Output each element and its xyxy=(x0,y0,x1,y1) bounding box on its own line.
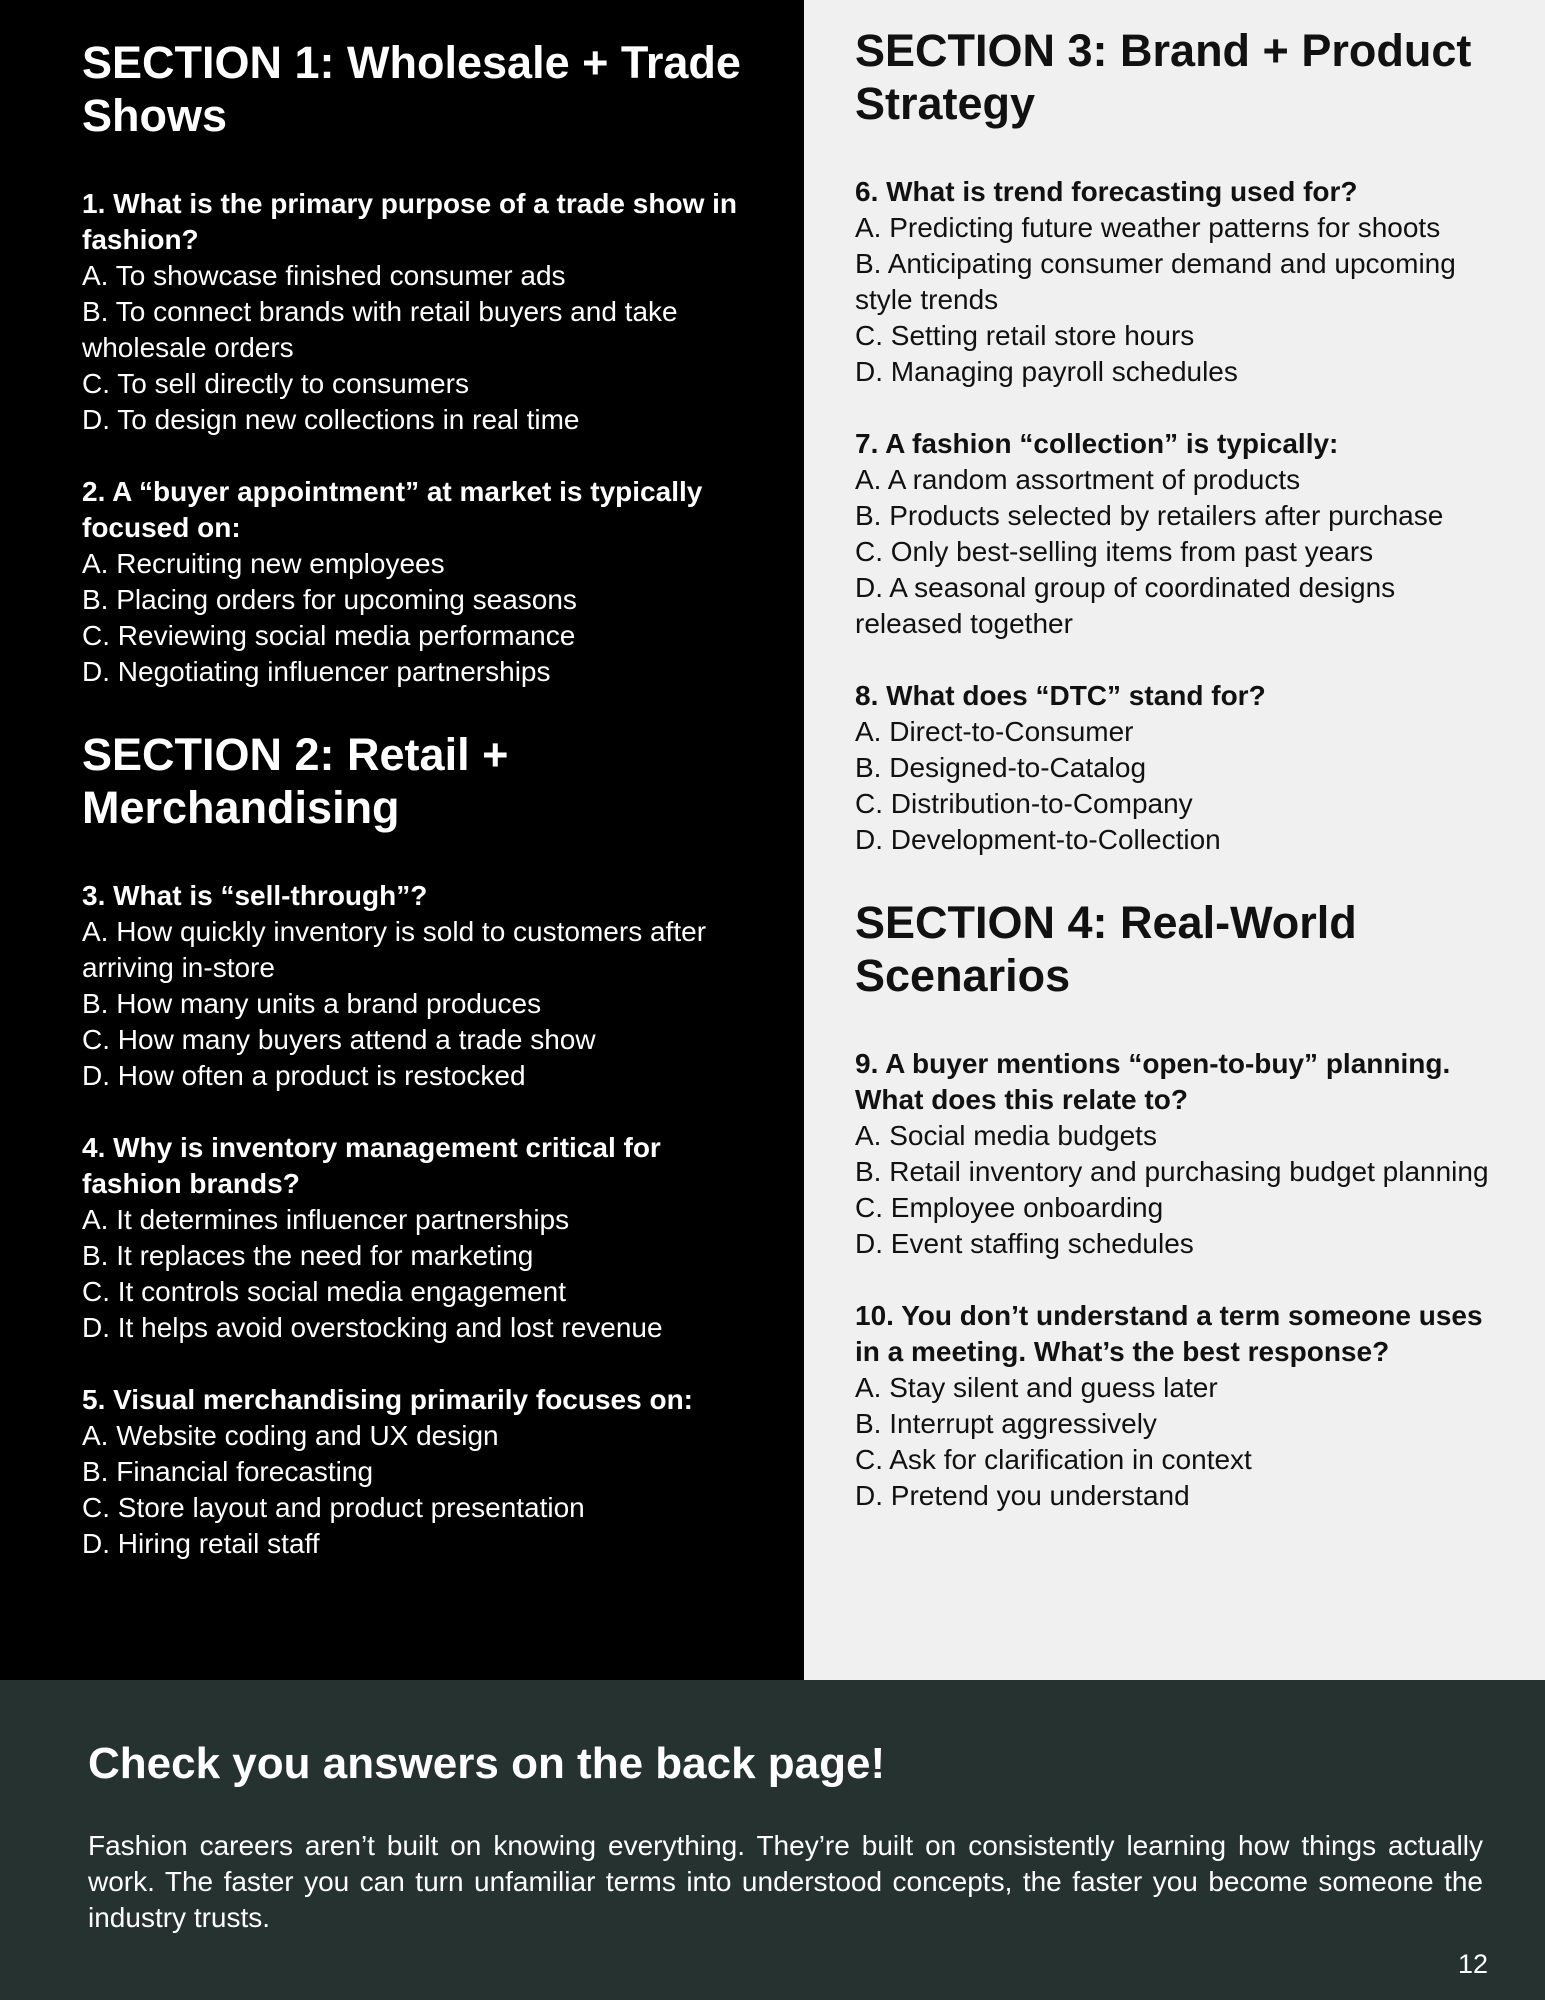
question-4 xyxy=(82,1130,764,1346)
question-1-option-c: C. To sell directly to consumers xyxy=(82,368,469,399)
page-number: 12 xyxy=(1457,1949,1488,1979)
question-10-option-c: C. Ask for clarification in context xyxy=(855,1444,1252,1475)
footer-title: Check you answers on the back page! xyxy=(88,1739,886,1788)
footer-banner xyxy=(0,1680,1545,2000)
question-5-text: 5. Visual merchandising primarily focuses on: xyxy=(82,1384,694,1415)
question-7-option-a: A. A random assortment of products xyxy=(855,464,1301,495)
question-3-option-c: C. How many buyers attend a trade show xyxy=(82,1024,596,1055)
question-6-option-d: D. Managing payroll schedules xyxy=(855,356,1238,387)
question-9-text: 9. A buyer mentions “open-to-buy” planning. What does this relate to? xyxy=(855,1048,1451,1115)
question-4-option-c: C. It controls social media engagement xyxy=(82,1276,567,1307)
question-7-text: 7. A fashion “collection” is typically: xyxy=(855,428,1339,459)
question-10-text: 10. You don’t understand a term someone uses in a meeting. What’s the best response? xyxy=(855,1300,1483,1367)
question-8-option-b: B. Designed-to-Catalog xyxy=(855,752,1147,783)
question-4-text: 4. Why is inventory management critical for fashion brands? xyxy=(82,1132,661,1199)
question-2-text: 2. A “buyer appointment” at market is typically focused on: xyxy=(82,476,703,543)
right-column xyxy=(804,0,1545,1680)
question-2-option-d: D. Negotiating influencer partnerships xyxy=(82,656,551,687)
question-8-text: 8. What does “DTC” stand for? xyxy=(855,680,1266,711)
question-7-option-c: C. Only best-selling items from past years xyxy=(855,536,1374,567)
question-6 xyxy=(855,174,1505,390)
question-2 xyxy=(82,474,764,690)
question-9-option-d: D. Event staffing schedules xyxy=(855,1228,1194,1259)
question-8-option-d: D. Development-to-Collection xyxy=(855,824,1221,855)
question-8-option-c: C. Distribution-to-Company xyxy=(855,788,1193,819)
question-1 xyxy=(82,186,764,438)
section-2-title: SECTION 2: Retail + Merchandising xyxy=(82,729,509,833)
question-3-option-d: D. How often a product is restocked xyxy=(82,1060,526,1091)
question-10-option-a: A. Stay silent and guess later xyxy=(855,1372,1218,1403)
question-2-option-c: C. Reviewing social media performance xyxy=(82,620,576,651)
question-6-option-a: A. Predicting future weather patterns for shoots xyxy=(855,212,1441,243)
question-7-option-b: B. Products selected by retailers after purchase xyxy=(855,500,1444,531)
question-5-option-a: A. Website coding and UX design xyxy=(82,1420,499,1451)
question-5-option-c: C. Store layout and product presentation xyxy=(82,1492,585,1523)
question-3 xyxy=(82,878,764,1094)
question-9-option-a: A. Social media budgets xyxy=(855,1120,1157,1151)
question-2-option-a: A. Recruiting new employees xyxy=(82,548,445,579)
question-5 xyxy=(82,1382,764,1562)
question-1-option-b: B. To connect brands with retail buyers and take wholesale orders xyxy=(82,296,678,363)
question-6-text: 6. What is trend forecasting used for? xyxy=(855,176,1358,207)
question-3-option-b: B. How many units a brand produces xyxy=(82,988,542,1019)
question-4-option-d: D. It helps avoid overstocking and lost revenue xyxy=(82,1312,663,1343)
question-8 xyxy=(855,678,1505,858)
question-9-option-b: B. Retail inventory and purchasing budget planning xyxy=(855,1156,1489,1187)
footer-body-text: Fashion careers aren’t built on knowing everything. They’re built on consistently learning how things actually work. The faster you can turn unfamiliar terms into understood concepts, the faster you become someone the industry trusts. xyxy=(88,1830,1483,1933)
question-10-option-d: D. Pretend you understand xyxy=(855,1480,1190,1511)
question-5-option-b: B. Financial forecasting xyxy=(82,1456,374,1487)
question-6-option-b: B. Anticipating consumer demand and upcoming style trends xyxy=(855,248,1456,315)
question-4-option-a: A. It determines influencer partnerships xyxy=(82,1204,570,1235)
question-10-option-b: B. Interrupt aggressively xyxy=(855,1408,1157,1439)
question-2-option-b: B. Placing orders for upcoming seasons xyxy=(82,584,577,615)
question-5-option-d: D. Hiring retail staff xyxy=(82,1528,320,1559)
question-6-option-c: C. Setting retail store hours xyxy=(855,320,1195,351)
section-3-title: SECTION 3: Brand + Product Strategy xyxy=(855,25,1472,129)
question-3-text: 3. What is “sell-through”? xyxy=(82,880,428,911)
question-9-option-c: C. Employee onboarding xyxy=(855,1192,1164,1223)
question-4-option-b: B. It replaces the need for marketing xyxy=(82,1240,534,1271)
question-7 xyxy=(855,426,1505,642)
question-1-option-a: A. To showcase finished consumer ads xyxy=(82,260,566,291)
section-4-title: SECTION 4: Real-World Scenarios xyxy=(855,897,1357,1001)
question-8-option-a: A. Direct-to-Consumer xyxy=(855,716,1134,747)
question-3-option-a: A. How quickly inventory is sold to customers after arriving in-store xyxy=(82,916,707,983)
question-9 xyxy=(855,1046,1505,1262)
question-7-option-d: D. A seasonal group of coordinated designs released together xyxy=(855,572,1396,639)
question-1-option-d: D. To design new collections in real time xyxy=(82,404,580,435)
question-1-text: 1. What is the primary purpose of a trade show in fashion? xyxy=(82,188,738,255)
question-10 xyxy=(855,1298,1505,1514)
left-column xyxy=(0,0,804,1680)
section-1-title: SECTION 1: Wholesale + Trade Shows xyxy=(82,37,741,141)
